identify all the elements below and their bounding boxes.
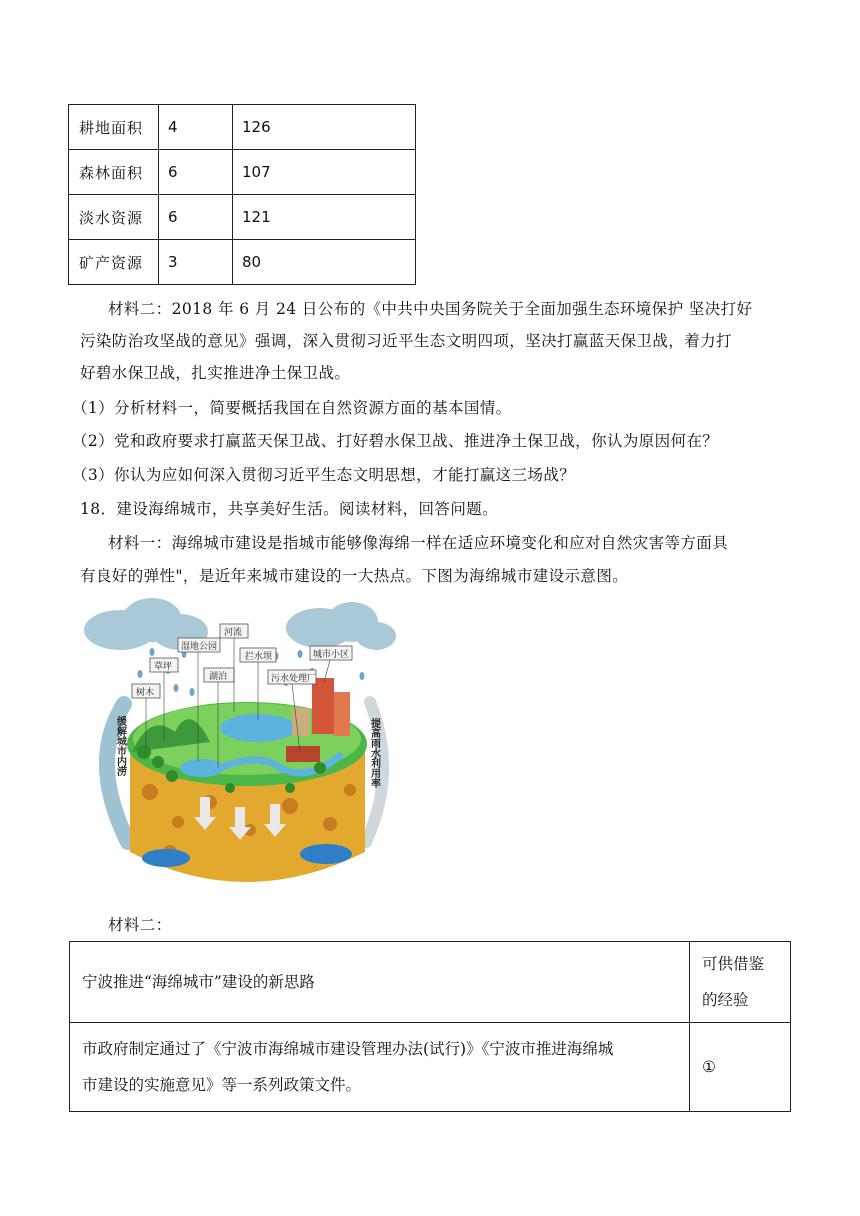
lake — [180, 759, 224, 777]
resource-name: 矿产资源 — [69, 240, 159, 285]
resource-name: 森林面积 — [69, 150, 159, 195]
table-row — [69, 105, 416, 150]
material-one-line: 有良好的弹性"，是近年来城市建设的一大热点。下图为海绵城市建设示意图。 — [80, 567, 629, 585]
answer-marker: ① — [702, 1058, 716, 1076]
resource-value: 80 — [233, 240, 416, 285]
table-row — [70, 1023, 791, 1112]
material-two-line: 材料二：2018 年 6 月 24 日公布的《中共中央国务院关于全面加强生态环境保护 坚决打好 — [108, 300, 753, 318]
table-row — [69, 150, 416, 195]
header-right-line: 可供借鉴 — [702, 955, 765, 973]
groundwater-pool — [300, 844, 352, 864]
table-row — [69, 240, 416, 285]
resource-rank: 6 — [159, 195, 233, 240]
cell-line: 市建设的实施意见》等一系列政策文件。 — [82, 1076, 362, 1094]
label-trees: 树木 — [136, 688, 155, 698]
label-lake: 湖泊 — [209, 672, 228, 682]
label-city-community: 城市小区 — [313, 650, 350, 660]
table-cell-left — [70, 1023, 690, 1112]
experience-table — [69, 941, 791, 1112]
question-2: （2）党和政府要求打赢蓝天保卫战、打好碧水保卫战、推进净土保卫战，你认为原因何在？ — [72, 432, 719, 450]
material-two-line: 污染防治攻坚战的意见》强调，深入贯彻习近平生态文明四项，坚决打赢蓝天保卫战，着力打 — [80, 332, 732, 350]
resource-value: 107 — [233, 150, 416, 195]
resource-rank: 4 — [159, 105, 233, 150]
header-left-text: 宁波推进“海绵城市”建设的新思路 — [82, 973, 315, 991]
table-header-right — [690, 942, 791, 1023]
question-1: （1）分析材料一，简要概括我国在自然资源方面的基本国情。 — [72, 399, 512, 417]
label-relieve-flooding: 缓解城市内涝 — [114, 716, 126, 776]
resource-rank: 3 — [159, 240, 233, 285]
label-river: 河流 — [224, 628, 243, 638]
resource-name: 耕地面积 — [69, 105, 159, 150]
material-two-line: 好碧水保卫战，扎实推进净土保卫战。 — [80, 364, 351, 382]
resource-name: 淡水资源 — [69, 195, 159, 240]
resource-table — [68, 104, 416, 285]
label-sewage-plant: 污水处理厂 — [271, 674, 317, 684]
cell-line: 市政府制定通过了《宁波市海绵城市建设管理办法(试行)》《宁波市推进海绵城 — [82, 1040, 614, 1058]
cloud-icon — [286, 602, 396, 650]
label-wetland-park: 湿地公园 — [181, 642, 218, 652]
table-cell-right — [690, 1023, 791, 1112]
sponge-city-diagram — [80, 592, 406, 904]
label-grassland: 草坪 — [154, 662, 173, 672]
table-row — [69, 195, 416, 240]
table-row — [70, 942, 791, 1023]
label-flood-dam: 拦水坝 — [245, 652, 273, 662]
resource-value: 126 — [233, 105, 416, 150]
header-right-line: 的经验 — [702, 991, 749, 1009]
table-header-left — [70, 942, 690, 1023]
resource-value: 121 — [233, 195, 416, 240]
material-one-line: 材料一：海绵城市建设是指城市能够像海绵一样在适应环境变化和应对自然灾害等方面具 — [108, 534, 729, 552]
label-improve-rainwater: 提高雨水利用率 — [368, 718, 380, 788]
groundwater-pool — [142, 849, 190, 867]
question-18-heading: 18．建设海绵城市，共享美好生活。阅读材料，回答问题。 — [80, 500, 499, 518]
material-two-label: 材料二： — [108, 916, 172, 934]
question-3: （3）你认为应如何深入贯彻习近平生态文明思想，才能打赢这三场战？ — [72, 466, 576, 484]
resource-rank: 6 — [159, 150, 233, 195]
